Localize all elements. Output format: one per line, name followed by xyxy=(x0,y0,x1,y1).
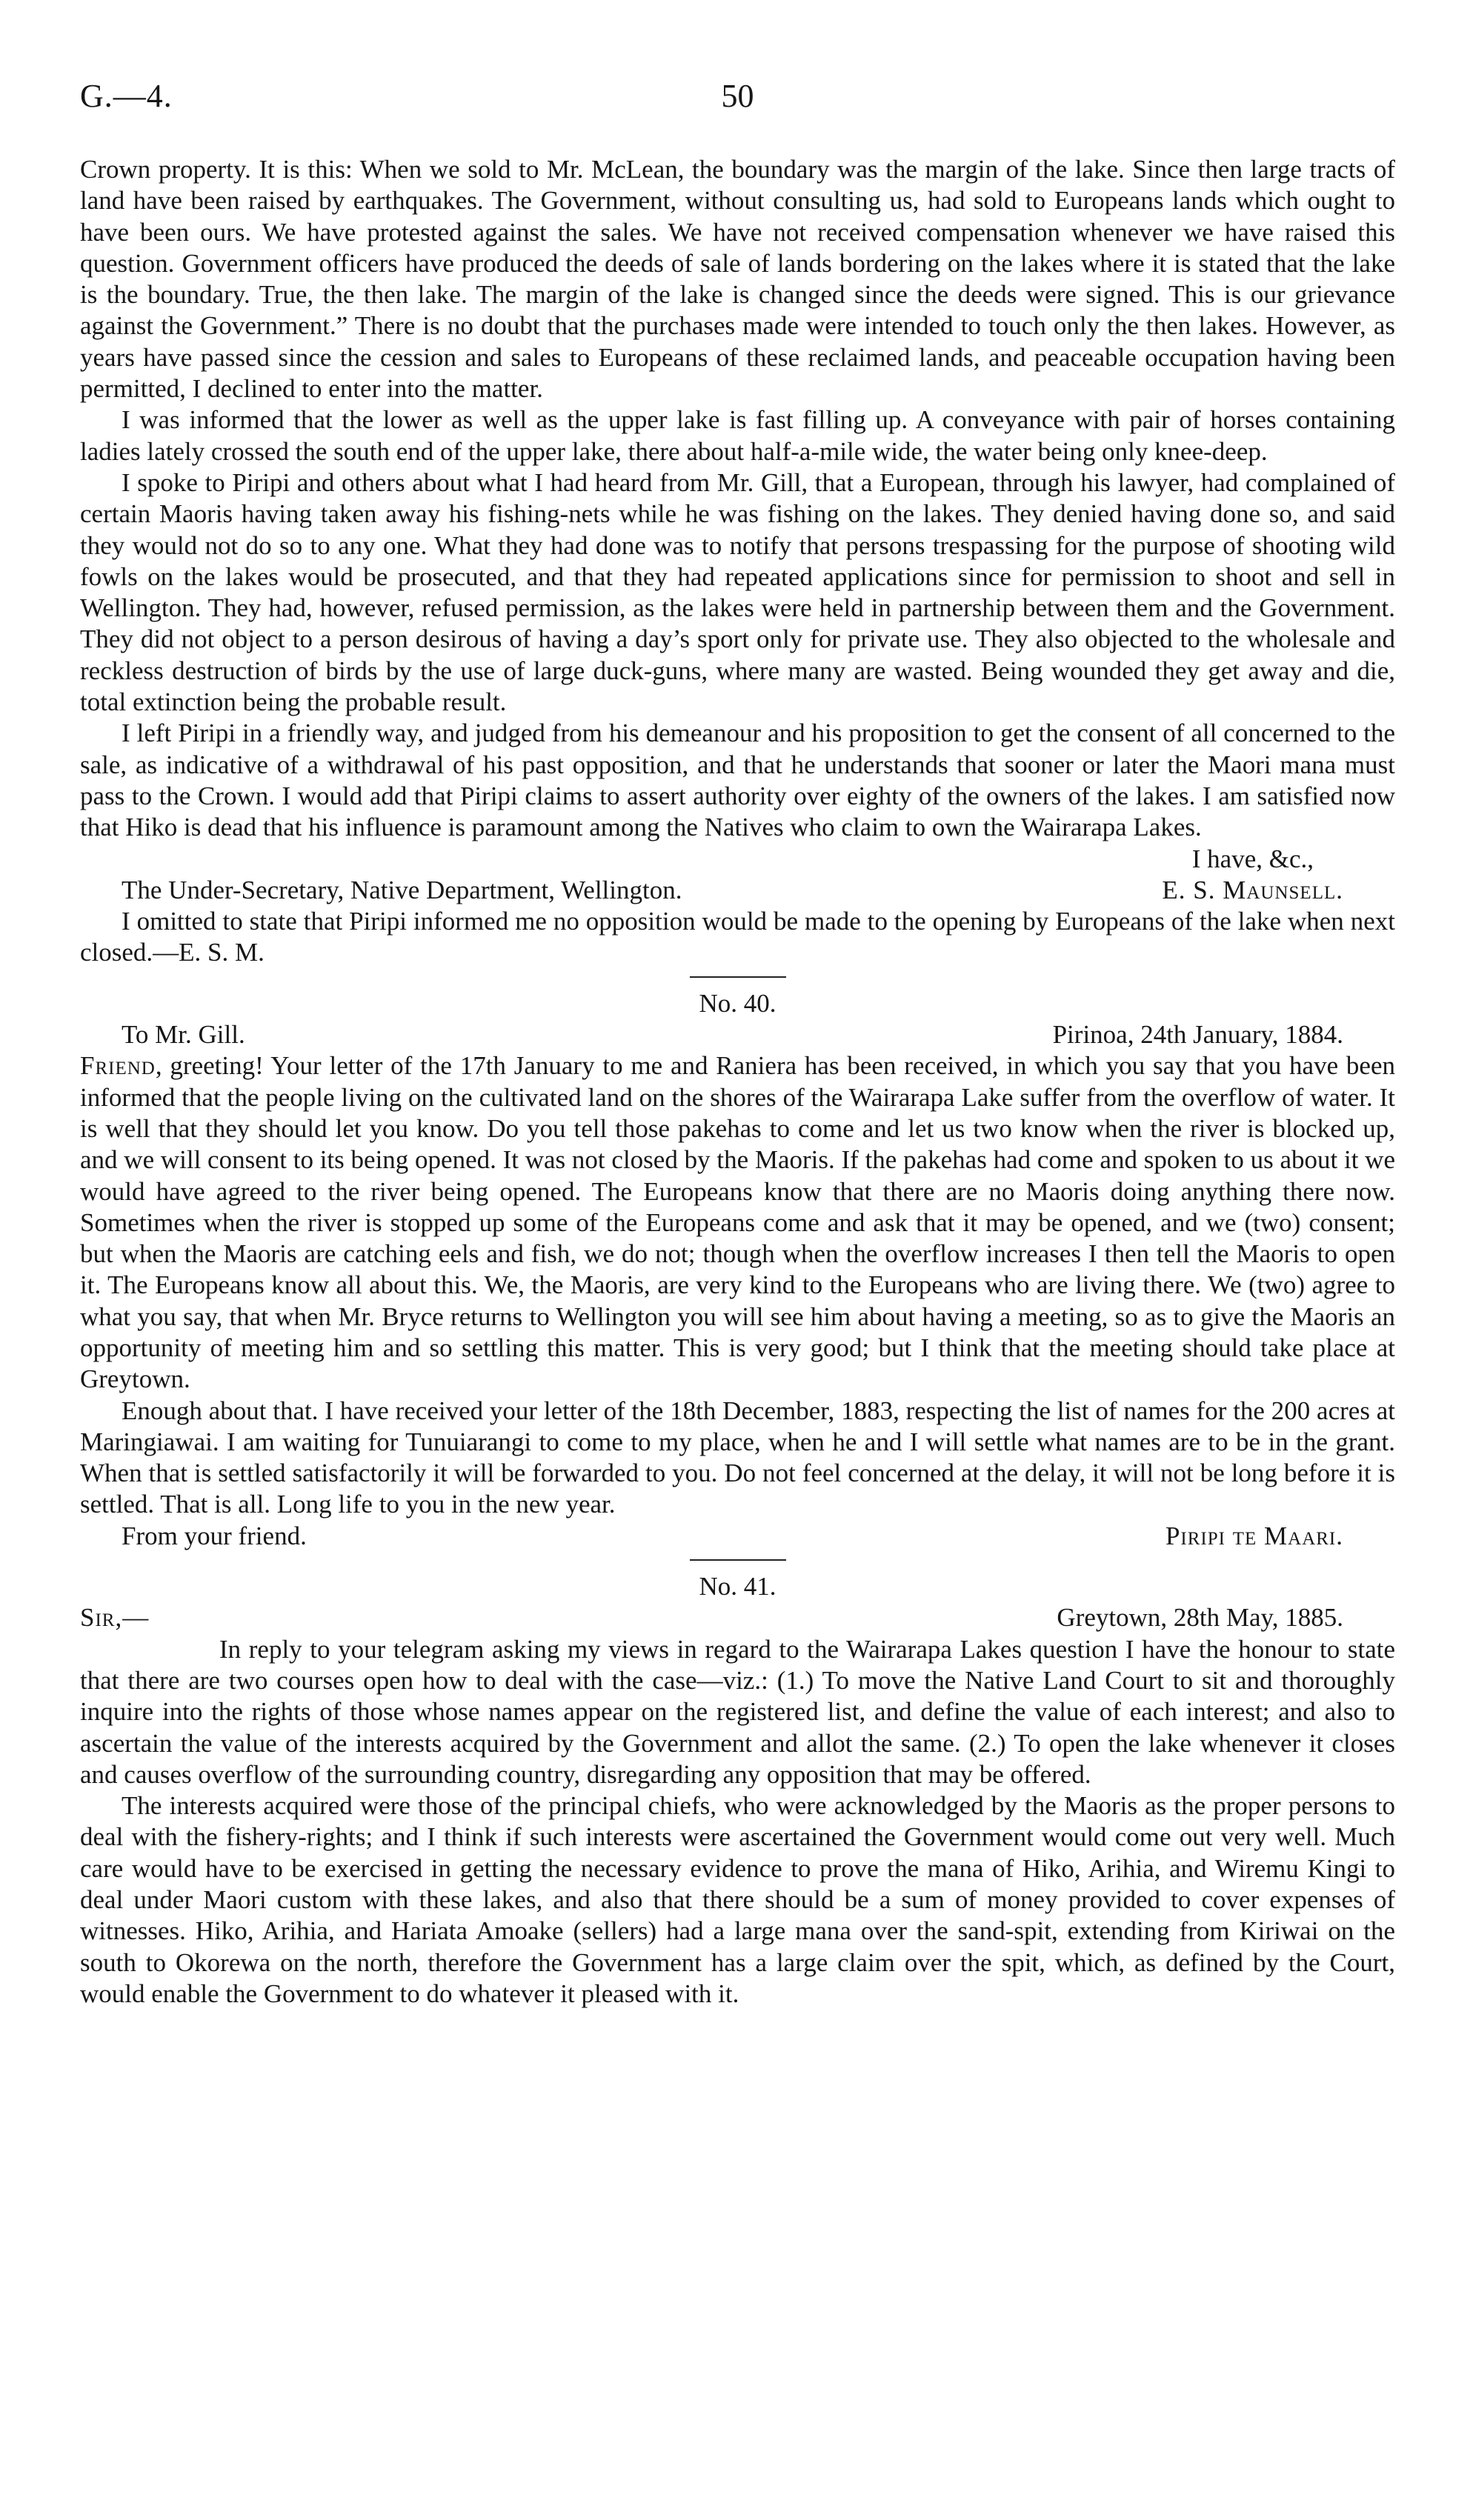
paragraph-crown-property: Crown property. It is this: When we sold to Mr. McLean, the boundary was the margin of the lake. Since then large tracts of land have been raised by earthquakes. The Government, without consulting us, had sold to Europeans lands which ought to have been ours. We have protested against the sales. We have not received compensation whenever we have raised this question. Government officers have produced the deeds of sale of lands bordering on the lakes where it is stated that the lake is the boundary. True, the then lake. The margin of the lake is changed since the deeds were signed. This is our grievance against the Government.” There is no doubt that the purchases made were intended to touch only the then lakes. However, as years have passed since the cession and sales to Europeans of these reclaimed lands, and peaceable occupation having been permitted, I declined to enter into the matter. xyxy=(80,155,1395,404)
paragraph-postscript: I omitted to state that Piripi informed me no opposition would be made to the opening by Europeans of the lake when next closed.—E. S. M. xyxy=(80,907,1395,967)
letter-40-signoff-row xyxy=(80,1521,1395,1552)
paragraph-left-piripi: I left Piripi in a friendly way, and judged from his demeanour and his proposition to get the consent of all concerned to the sale, as indicative of a withdrawal of his past opposition, and that he understands that sooner or later the Maori mana must pass to the Crown. I would add that Piripi claims to assert authority over eighty of the owners of the lakes. I am satisfied now that Hiko is dead that his influence is paramount among the Natives who claim to own the Wairarapa Lakes. xyxy=(80,719,1395,842)
letter-41-place-date: Greytown, 28th May, 1885. xyxy=(1057,1603,1343,1633)
paragraph-lower-lake: I was informed that the lower as well as the upper lake is fast filling up. A conveyance with pair of horses containing ladies lately crossed the south end of the upper lake, there about half-a-mile wide, the water being only knee-deep. xyxy=(80,405,1395,466)
signature-maunsell: E. S. Maunsell. xyxy=(1162,875,1343,904)
letter-41-paragraph-2: The interests acquired were those of the principal chiefs, who were acknowledged by the Maoris as the proper persons to deal with the fishery-rights; and I think if such interests were ascertained the Government would come out very well. Much care would have to be exercised in getting the necessary evidence to prove the mana of Hiko, Arihia, and Wiremu Kingi to deal under Maori custom with these lakes, and also that there should be a sum of money provided to cover expenses of witnesses. Hiko, Arihia, and Hariata Amoake (sellers) had a large mana over the sand-spit, extending from Kiriwai on the south to Okorewa on the north, therefore the Government has a large claim over the spit, which, as defined by the Court, would enable the Government to do whatever it pleased with it. xyxy=(80,1791,1395,2008)
letter-41-salutation: Sir,— xyxy=(80,1603,150,1633)
letter-40-closing: From your friend. xyxy=(122,1521,307,1550)
section-divider xyxy=(690,976,786,978)
letter-41-heading xyxy=(80,1602,1395,1633)
letter-number-41: No. 41. xyxy=(699,1572,776,1601)
page-header xyxy=(80,77,1395,121)
paragraph-piripi-gill: I spoke to Piripi and others about what I had heard from Mr. Gill, that a European, through his lawyer, had complained of certain Maoris having taken away his fishing-nets while he was fishing on the lakes. They denied having done so, and said they would not do so to any one. What they had done was to notify that persons trespassing for the purpose of shooting wild fowls on the lakes would be prosecuted, and that they had repeated applications since for permission to shoot and sell in Wellington. They had, however, refused permission, as the lakes were held in partnership between them and the Government. They did not object to a person desirous of having a day’s sport only for private use. They also objected to the wholesale and reckless destruction of birds by the use of large duck-guns, where many are wasted. Being wounded they get away and die, total extinction being the probable result. xyxy=(80,467,1395,717)
addressee-signature-row xyxy=(80,875,1395,906)
closing-have-etc: I have, &c., xyxy=(1191,844,1314,873)
addressee: The Under-Secretary, Native Department, Wellington. xyxy=(122,875,682,904)
series-reference: G.—4. xyxy=(80,78,173,114)
letter-number-40: No. 40. xyxy=(699,988,776,1018)
page-body xyxy=(80,154,1395,2010)
letter-41-paragraph-1: In reply to your telegram asking my views in regard to the Wairarapa Lakes question I have the honour to state that there are two courses open how to deal with the case—viz.: (1.) To move the Native Land Court to sit and thoroughly inquire into the rights of those whose names appear on the registered list, and define the value of each interest; and also to ascertain the value of the interests acquired by the Government and allot the same. (2.) To open the lake whenever it closes and causes overflow of the surrounding country, disregarding any opposition that may be offered. xyxy=(80,1634,1395,1789)
letter-40-heading xyxy=(80,1019,1395,1050)
letter-40-salutation: Friend xyxy=(80,1051,156,1081)
letter-40-paragraph-2: Enough about that. I have received your letter of the 18th December, 1883, respecting the list of names for the 200 acres at Maringiawai. I am waiting for Tunuiarangi to come to my place, when he and I will settle what names are to be in the grant. When that is settled satisfactorily it will be forwarded to you. Do not feel concerned at the delay, it will not be long before it is settled. That is all. Long life to you in the new year. xyxy=(80,1396,1395,1519)
letter-40-place-date: Pirinoa, 24th January, 1884. xyxy=(1052,1020,1343,1050)
letter-40-paragraph-1 xyxy=(80,1050,1395,1395)
letter-40-body-1: , greeting! Your letter of the 17th January to me and Raniera has been received, in which you say that you have been informed that the people living on the cultivated land on the shores of the Wairarapa Lake suffer from the overflow of water. It is well that they should let you know. Do you tell those pakehas to come and let us two know when the river is blocked up, and we will consent to its being opened. It was not closed by the Maoris. If the pakehas had come and spoken to us about it we would have agreed to the river being opened. The Europeans know that there are no Maoris doing anything there now. Sometimes when the river is stopped up some of the Europeans come and ask that it may be opened, and we (two) consent; but when the Maoris are catching eels and fish, we do not; though when the overflow increases I then tell the Maoris to open it. The Europeans know all about this. We, the Maoris, are very kind to the Europeans who are living there. We (two) agree to what you say, that when Mr. Bryce returns to Wellington you will see him about having a meeting, so as to give the Maoris an opportunity of meeting him and so settling this matter. This is very good; but I think that the meeting should take place at Greytown. xyxy=(80,1051,1395,1394)
section-divider xyxy=(690,1559,786,1561)
page-number: 50 xyxy=(721,78,754,114)
letter-40-signature: Piripi te Maari. xyxy=(1165,1521,1343,1550)
letter-40-recipient: To Mr. Gill. xyxy=(122,1020,245,1050)
